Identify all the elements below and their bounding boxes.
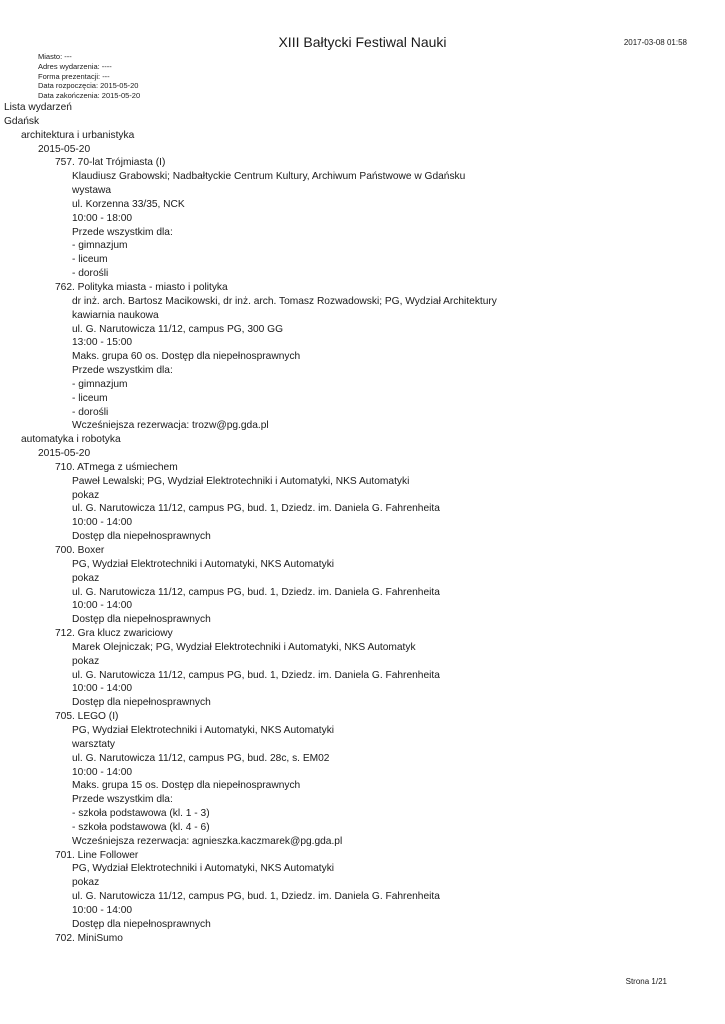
event-detail: - gimnazjum xyxy=(72,240,128,252)
event-detail: 10:00 - 18:00 xyxy=(72,212,133,224)
event-detail: pokaz xyxy=(72,877,100,889)
event-detail: Marek Olejniczak; PG, Wydział Elektrotechniki i Automatyki, NKS Automatyk xyxy=(72,641,416,653)
event-detail: Przede wszystkim dla: xyxy=(72,226,173,238)
event-title: 701. Line Follower xyxy=(55,849,139,861)
event-detail: Maks. grupa 15 os. Dostęp dla niepełnosprawnych xyxy=(72,780,301,792)
event-detail: - liceum xyxy=(72,254,108,266)
event-title: 757. 70-lat Trójmiasta (I) xyxy=(55,157,166,169)
meta-start-date: Data rozpoczęcia: 2015-05-20 xyxy=(38,81,139,91)
event-detail: ul. G. Narutowicza 11/12, campus PG, bud. 1, Dziedz. im. Daniela G. Fahrenheita xyxy=(72,586,440,598)
event-detail: - dorośli xyxy=(72,268,109,280)
event-detail: ul. Korzenna 33/35, NCK xyxy=(72,198,185,210)
meta-city: Miasto: --- xyxy=(38,52,72,61)
event-detail: Dostęp dla niepełnosprawnych xyxy=(72,918,211,930)
meta-presentation-form: Forma prezentacji: --- xyxy=(38,71,110,81)
event-detail: 10:00 - 14:00 xyxy=(72,904,133,916)
event-detail: - liceum xyxy=(72,392,108,404)
event-detail: ul. G. Narutowicza 11/12, campus PG, bud. 1, Dziedz. im. Daniela G. Fahrenheita xyxy=(72,669,440,681)
event-detail: 10:00 - 14:00 xyxy=(72,600,133,612)
event-title: 762. Polityka miasta - miasto i polityka xyxy=(55,281,228,293)
event-detail: Przede wszystkim dla: xyxy=(72,365,173,377)
event-detail: dr inż. arch. Bartosz Macikowski, dr inż. arch. Tomasz Rozwadowski; PG, Wydział Architektury xyxy=(72,295,497,307)
event-detail: - dorośli xyxy=(72,406,109,418)
category-heading: automatyka i robotyka xyxy=(21,434,121,446)
event-title: 700. Boxer xyxy=(55,545,105,556)
event-detail: Dostęp dla niepełnosprawnych xyxy=(72,614,211,626)
event-detail: Klaudiusz Grabowski; Nadbałtyckie Centrum Kultury, Archiwum Państwowe w Gdańsku xyxy=(72,171,466,183)
print-timestamp: 2017-03-08 01:58 xyxy=(623,38,687,47)
event-detail: Dostęp dla niepełnosprawnych xyxy=(72,531,211,543)
event-title: 702. MiniSumo xyxy=(55,932,123,944)
event-detail: ul. G. Narutowicza 11/12, campus PG, 300 GG xyxy=(72,323,284,335)
event-detail: PG, Wydział Elektrotechniki i Automatyki, NKS Automatyki xyxy=(72,863,335,875)
event-detail: Wcześniejsza rezerwacja: trozw@pg.gda.pl xyxy=(72,420,269,432)
event-detail: wystawa xyxy=(72,185,112,197)
sections-container xyxy=(0,129,725,946)
event-detail: pokaz xyxy=(72,572,100,584)
event-detail: - szkoła podstawowa (kl. 1 - 3) xyxy=(72,808,210,820)
event-detail: Paweł Lewalski; PG, Wydział Elektrotechniki i Automatyki, NKS Automatyki xyxy=(72,475,410,487)
date-heading: 2015-05-20 xyxy=(38,448,91,460)
document-title: XIII Bałtycki Festiwal Nauki xyxy=(278,34,447,50)
category-heading: architektura i urbanistyka xyxy=(21,129,135,141)
event-list xyxy=(0,101,725,945)
list-title: Lista wydarzeń xyxy=(4,102,72,113)
meta-end-date: Data zakończenia: 2015-05-20 xyxy=(38,91,141,101)
event-title: 710. ATmega z uśmiechem xyxy=(55,461,178,473)
event-detail: Dostęp dla niepełnosprawnych xyxy=(72,697,211,709)
event-detail: warsztaty xyxy=(72,738,116,750)
event-detail: 10:00 - 14:00 xyxy=(72,517,133,529)
event-title: 712. Gra klucz zwariciowy xyxy=(55,628,173,640)
event-detail: ul. G. Narutowicza 11/12, campus PG, bud. 1, Dziedz. im. Daniela G. Fahrenheita xyxy=(72,891,440,903)
event-detail: Wcześniejsza rezerwacja: agnieszka.kaczmarek@pg.gda.pl xyxy=(72,835,343,847)
event-detail: - gimnazjum xyxy=(72,378,128,390)
meta-address: Adres wydarzenia: ---- xyxy=(38,61,112,71)
event-detail: PG, Wydział Elektrotechniki i Automatyki, NKS Automatyki xyxy=(72,558,335,570)
page-number: Strona 1/21 xyxy=(625,977,667,986)
event-detail: - szkoła podstawowa (kl. 4 - 6) xyxy=(72,821,210,833)
event-detail: 10:00 - 14:00 xyxy=(72,683,133,695)
event-detail: PG, Wydział Elektrotechniki i Automatyki, NKS Automatyki xyxy=(72,724,335,736)
event-detail: pokaz xyxy=(72,655,100,667)
filter-meta xyxy=(38,52,140,101)
event-title: 705. LEGO (I) xyxy=(55,711,119,723)
event-detail: pokaz xyxy=(72,489,100,501)
event-detail: Maks. grupa 60 os. Dostęp dla niepełnosprawnych xyxy=(72,351,301,363)
event-detail: kawiarnia naukowa xyxy=(72,309,159,321)
city-heading: Gdańsk xyxy=(4,115,40,127)
date-heading: 2015-05-20 xyxy=(38,143,91,155)
event-detail: Przede wszystkim dla: xyxy=(72,794,173,806)
event-detail: 13:00 - 15:00 xyxy=(72,337,133,349)
event-detail: ul. G. Narutowicza 11/12, campus PG, bud. 1, Dziedz. im. Daniela G. Fahrenheita xyxy=(72,503,440,515)
event-detail: 10:00 - 14:00 xyxy=(72,766,133,778)
event-detail: ul. G. Narutowicza 11/12, campus PG, bud. 28c, s. EM02 xyxy=(72,752,330,764)
